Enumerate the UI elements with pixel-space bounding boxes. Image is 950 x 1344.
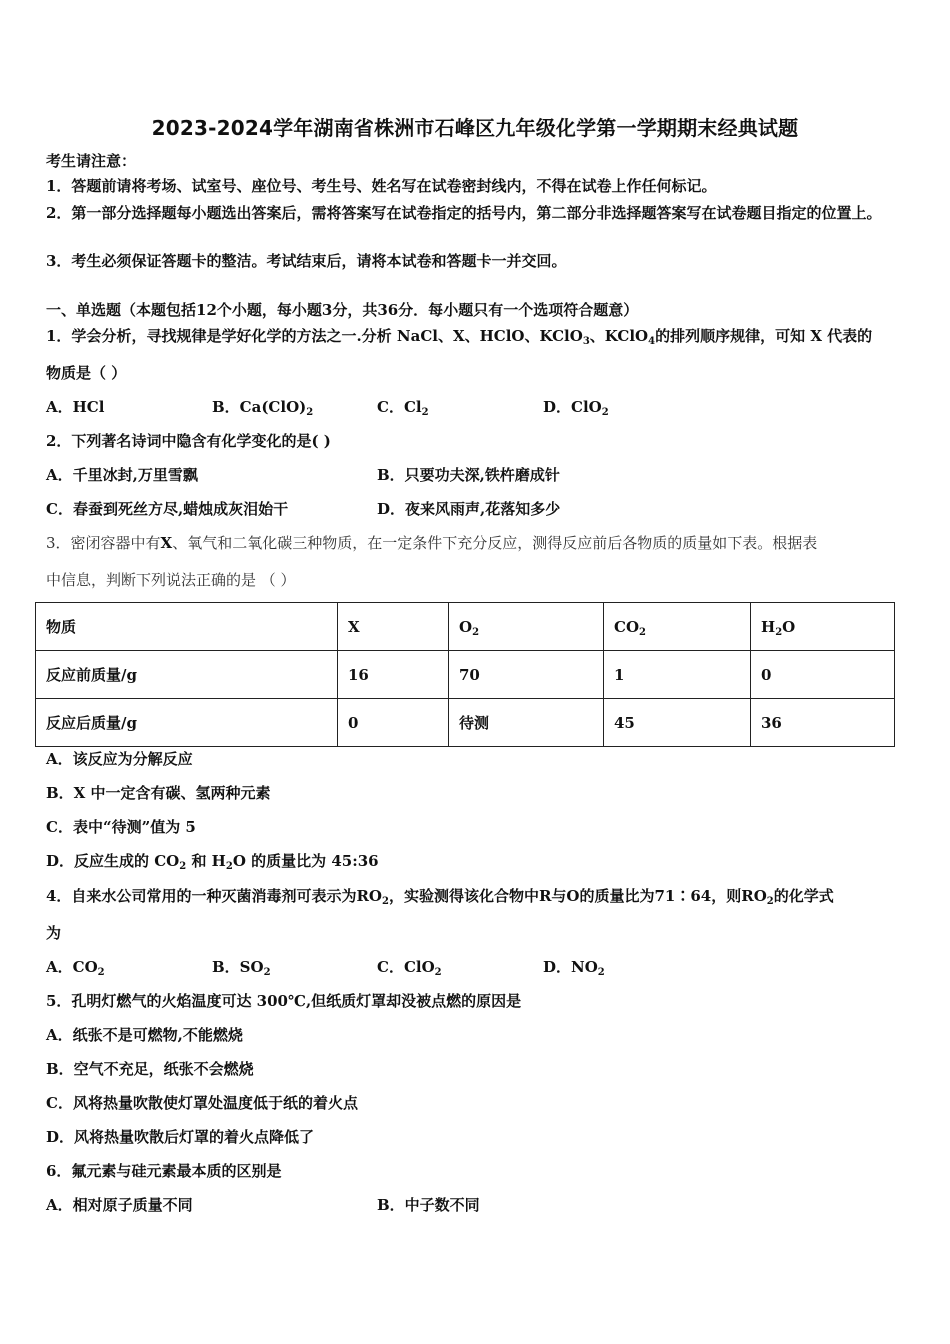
page-title: 2023-2024学年湖南省株洲市石峰区九年级化学第一学期期末经典试题	[151, 116, 799, 140]
q1-option-c: C．$Cl_2$	[377, 398, 429, 418]
q5-option-c: C．风将热量吹散使灯罩处温度低于纸的着火点	[46, 1094, 358, 1112]
q4-stem: 4．自来水公司常用的一种灭菌消毒剂可表示为$RO_2$，实验测得该化合物中R与O的质量比为71∶64，则$RO_2$的化学式	[46, 887, 834, 907]
q4-option-b: B．$SO_2$	[212, 958, 271, 978]
q5-stem: 5．孔明灯燃气的火焰温度可达 300℃,但纸质灯罩却没被点燃的原因是	[46, 992, 522, 1010]
q3-option-a: A．该反应为分解反应	[46, 750, 193, 768]
table-cell: 36	[751, 699, 895, 747]
table-header-row	[36, 603, 895, 651]
q3-option-d: D．反应生成的 $CO_2$ 和 $H_2O$ 的质量比为 45:36	[46, 852, 379, 872]
q5-option-d: D．风将热量吹散后灯罩的着火点降低了	[46, 1128, 315, 1146]
table-cell: 0	[751, 651, 895, 699]
notice-item-2: 2．第一部分选择题每小题选出答案后，需将答案写在试卷指定的括号内，第二部分非选择题答案写在试卷题目指定的位置上。	[46, 204, 882, 222]
q4-stem-line2: 为	[46, 924, 62, 942]
q4-option-c: C．ClO$_2$	[377, 958, 442, 978]
q2-option-d: D．夜来风雨声,花落知多少	[377, 500, 561, 518]
q5-option-a: A．纸张不是可燃物,不能燃烧	[46, 1026, 243, 1044]
table-row	[36, 651, 895, 699]
table-row-label: 反应前质量/g	[36, 651, 338, 699]
table-row	[36, 699, 895, 747]
q3-stem-line2: 中信息，判断下列说法正确的是 （ ）	[46, 571, 296, 589]
q1-option-d: D．ClO$_2$	[543, 398, 609, 418]
table-cell: 45	[604, 699, 751, 747]
notice-heading: 考生请注意：	[46, 152, 137, 170]
q3-stem: 3．密闭容器中有X、氧气和二氧化碳三种物质，在一定条件下充分反应，测得反应前后各物质的质量如下表。根据表	[46, 534, 818, 552]
q2-option-b: B．只要功夫深,铁杵磨成针	[377, 466, 560, 484]
q6-stem: 6．氟元素与硅元素最本质的区别是	[46, 1162, 282, 1180]
q3-option-c: C．表中“待测”值为 5	[46, 818, 196, 836]
table-header-cell: 物质	[36, 603, 338, 651]
table-header-cell: $O_2$	[449, 603, 604, 651]
table-row-label: 反应后质量/g	[36, 699, 338, 747]
table-cell: 1	[604, 651, 751, 699]
q6-option-a: A．相对原子质量不同	[46, 1196, 193, 1214]
table-cell: 16	[338, 651, 449, 699]
q5-option-b: B．空气不充足，纸张不会燃烧	[46, 1060, 254, 1078]
notice-item-1: 1．答题前请将考场、试室号、座位号、考生号、姓名写在试卷密封线内，不得在试卷上作任何标记。	[46, 177, 717, 195]
section-heading: 一、单选题（本题包括12个小题，每小题3分，共36分．每小题只有一个选项符合题意）	[46, 301, 639, 319]
q2-option-a: A．千里冰封,万里雪飘	[46, 466, 198, 484]
table-cell: 70	[449, 651, 604, 699]
mass-table	[35, 602, 895, 747]
q4-option-d: D．$NO_2$	[543, 958, 605, 978]
table-header-cell: $CO_2$	[604, 603, 751, 651]
table-header-cell: $H_2O$	[751, 603, 895, 651]
q3-option-b: B．X 中一定含有碳、氢两种元素	[46, 784, 271, 802]
table-cell: 0	[338, 699, 449, 747]
q4-option-a: A．$CO_2$	[46, 958, 105, 978]
q2-option-c: C．春蚕到死丝方尽,蜡烛成灰泪始干	[46, 500, 289, 518]
q6-option-b: B．中子数不同	[377, 1196, 480, 1214]
notice-item-3: 3．考生必须保证答题卡的整洁。考试结束后，请将本试卷和答题卡一并交回。	[46, 252, 567, 270]
q1-option-a: A．HCl	[46, 398, 105, 416]
q1-stem-line2: 物质是（ ）	[46, 364, 127, 382]
table-cell: 待测	[449, 699, 604, 747]
q1-option-b: B．$Ca(ClO)_2$	[212, 398, 314, 418]
q2-stem: 2．下列著名诗词中隐含有化学变化的是( )	[46, 432, 331, 450]
table-header-cell: X	[338, 603, 449, 651]
q1-stem: 1．学会分析，寻找规律是学好化学的方法之一.分析 NaCl、X、HClO、KClO$_3$、KClO$_4$的排列顺序规律，可知 X 代表的	[46, 327, 873, 347]
